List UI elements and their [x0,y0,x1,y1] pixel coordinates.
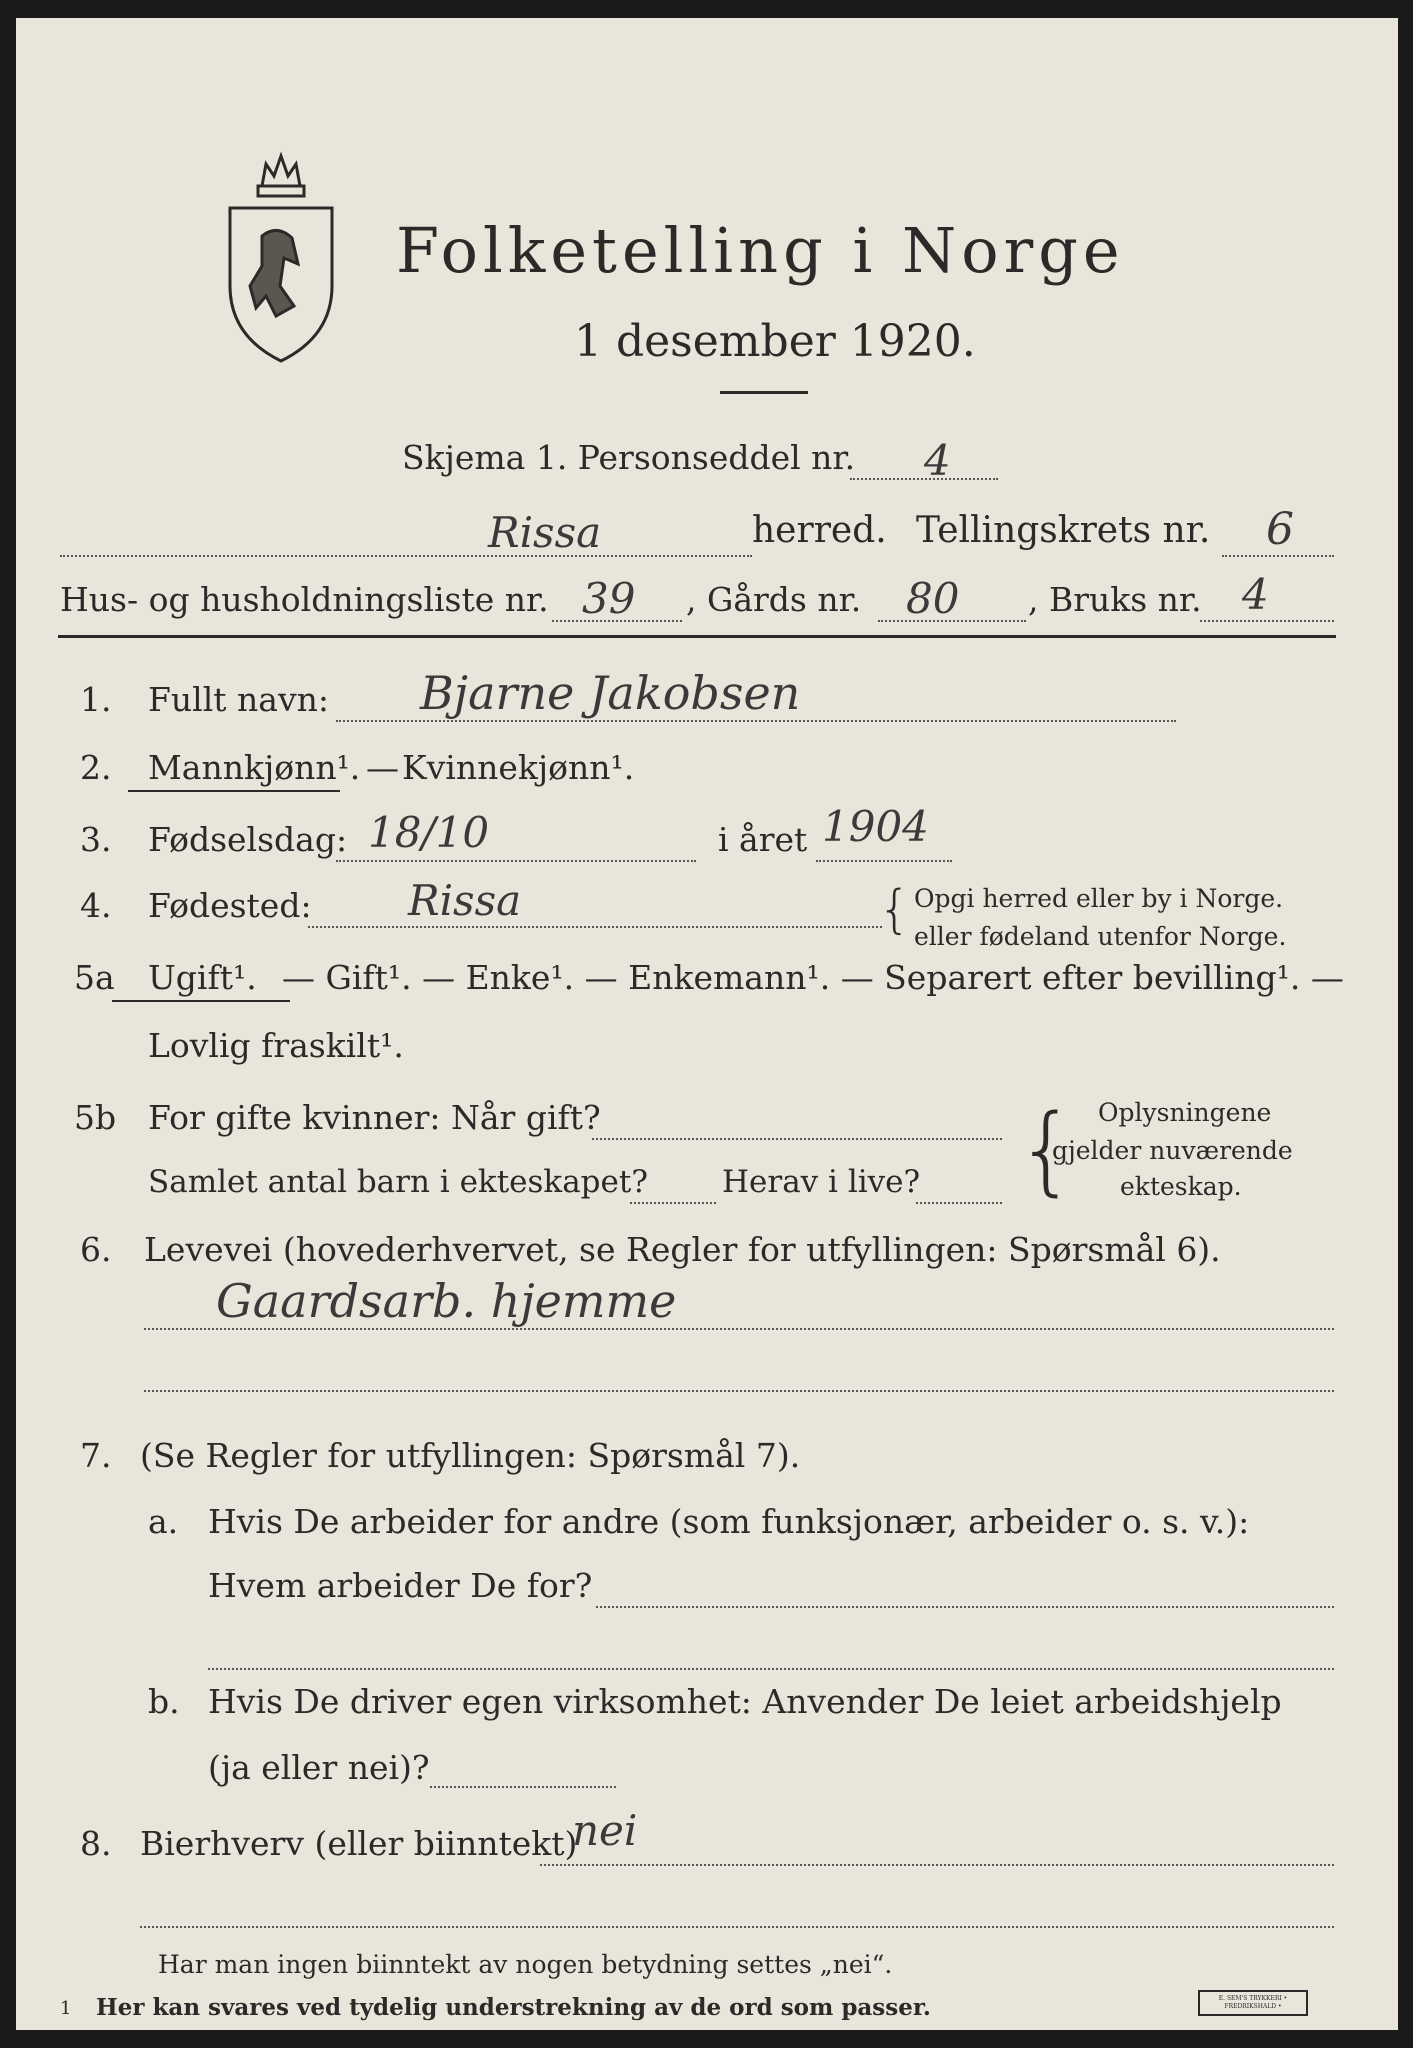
q3-year-line [816,860,952,862]
q8-label: Bierhverv (eller biinntekt) [140,1824,578,1863]
q3-day-value: 18/10 [368,808,490,857]
herred-line [60,555,752,557]
printer-stamp-text: E. SEM'S TRYKKERI • FREDRIKSHALD • [1218,1995,1288,2010]
bruks-line [1200,620,1334,622]
bruks-label: , Bruks nr. [1028,580,1202,619]
q1-value: Bjarne Jakobsen [420,666,801,720]
footnote-text: Her kan svares ved tydelig understrekning av de ord som passer. [96,1994,931,2021]
q5a-number: 5a [74,958,115,997]
q8-number: 8. [80,1824,112,1863]
q4-value: Rissa [408,876,522,925]
husholdningsliste-label: Hus- og husholdningsliste nr. [60,580,549,619]
q7a-letter: a. [148,1502,179,1541]
q7b-letter: b. [148,1682,180,1721]
q5b-married-line [592,1138,1002,1140]
q3-number: 3. [80,820,112,859]
q1-label: Fullt navn: [148,680,329,719]
q4-label: Fødested: [148,886,312,925]
tellingskrets-line [1222,555,1334,557]
q7b-answer-line [430,1786,616,1788]
q6-number: 6. [80,1230,112,1269]
q5b-note-line1: Oplysningene [1098,1098,1272,1127]
q7a-extra-line [208,1668,1334,1670]
q2-male-underline [128,790,340,792]
q8-line [540,1864,1334,1866]
husholdningsliste-value: 39 [582,574,636,623]
gards-label: , Gårds nr. [686,580,862,619]
q1-number: 1. [80,680,112,719]
q7b-line2: (ja eller nei)? [208,1748,430,1787]
q8-value: nei [572,1806,638,1855]
q7-number: 7. [80,1436,112,1475]
q4-note-line2: eller fødeland utenfor Norge. [914,922,1287,951]
q2-male-option: Mannkjønn¹. [148,748,361,787]
q5b-children-line [630,1202,716,1204]
q7-label: (Se Regler for utfyllingen: Spørsmål 7). [140,1436,801,1475]
header-rule [58,635,1336,638]
schema-label: Skjema 1. Personseddel nr. [402,438,856,477]
title-divider [720,391,808,394]
q2-separator: — [366,748,399,787]
nei-note: Har man ingen biinntekt av nogen betydning settes „nei“. [158,1950,893,1979]
q6-value: Gaardsarb. hjemme [216,1274,677,1328]
q5a-options: — Gift¹. — Enke¹. — Enkemann¹. — Separert efter bevilling¹. — [282,958,1344,997]
q5b-alive-line [916,1202,1002,1204]
q2-number: 2. [80,748,112,787]
q5b-line2b: Herav i live? [722,1164,921,1200]
q5b-note-line3: ekteskap. [1120,1172,1242,1201]
q4-line [308,926,882,928]
q4-brace: { [878,880,912,940]
herred-label: herred. [752,510,887,551]
q8-extra-line [140,1926,1334,1928]
q5b-line2a: Samlet antal barn i ekteskapet? [148,1164,648,1200]
q1-line [336,720,1176,722]
q4-note-line1: Opgi herred eller by i Norge. [914,884,1284,913]
q6-line1 [144,1328,1334,1330]
q7a-line2: Hvem arbeider De for? [208,1566,593,1605]
q2-female-option: Kvinnekjønn¹. [402,748,635,787]
q7a-employer-line [596,1606,1334,1608]
coat-of-arms-icon [222,146,340,366]
herred-value: Rissa [488,508,602,557]
q5b-number: 5b [74,1098,117,1137]
q5b-note-line2: gjelder nuværende [1052,1136,1293,1165]
census-form-page [16,18,1398,2030]
q5b-brace: { [1016,1094,1078,1206]
footnote-mark: 1 [60,1998,72,2019]
q5b-line1: For gifte kvinner: Når gift? [148,1098,601,1137]
q5a-line2: Lovlig fraskilt¹. [148,1026,404,1065]
tellingskrets-label: Tellingskrets nr. [916,510,1211,551]
q5a-ugift-underline [112,1000,290,1002]
q3-day-line [336,860,696,862]
form-title: Folketelling i Norge [396,214,1125,287]
q3-year-label: i året [718,820,808,859]
q3-year-value: 1904 [822,802,929,851]
q6-label: Levevei (hovederhvervet, se Regler for utfyllingen: Spørsmål 6). [144,1230,1221,1269]
bruks-value: 4 [1242,570,1269,619]
printer-stamp [1198,1990,1308,2016]
q7b-line1: Hvis De driver egen virksomhet: Anvender De leiet arbeidshjelp [208,1682,1282,1721]
gards-value: 80 [906,574,960,623]
q5a-ugift-option: Ugift¹. [148,958,257,997]
q6-line2 [144,1390,1334,1392]
tellingskrets-value: 6 [1266,504,1294,555]
q3-label: Fødselsdag: [148,820,348,859]
q7a-line1: Hvis De arbeider for andre (som funksjonær, arbeider o. s. v.): [208,1502,1250,1541]
census-date: 1 desember 1920. [574,316,976,367]
schema-nr-value: 4 [924,436,951,485]
q4-number: 4. [80,886,112,925]
